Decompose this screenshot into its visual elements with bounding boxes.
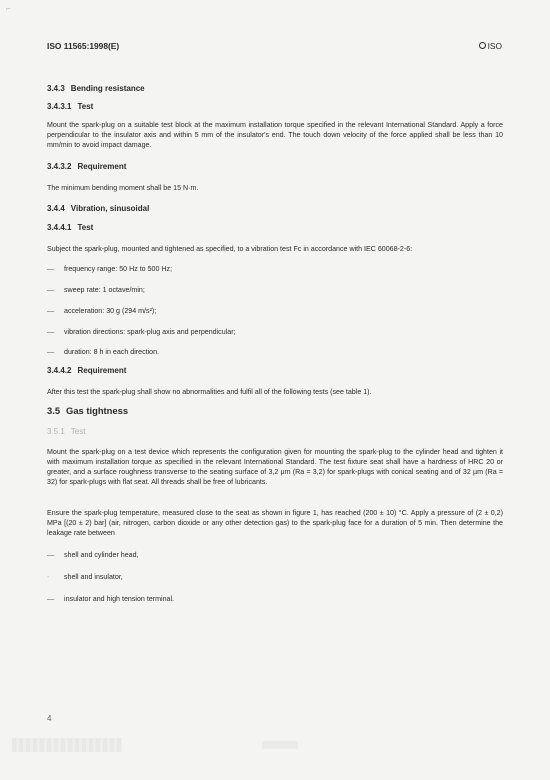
list-item-text: duration: 8 h in each direction. [64,348,160,356]
heading-3-4-3-2 [47,162,126,171]
list-item [47,286,145,294]
list-item-text: insulator and high tension terminal. [64,595,175,603]
heading-3-4-4 [47,204,149,213]
list-dash: — [47,265,55,273]
heading-number: 3.4.4.2 [47,366,72,375]
list-item-text: vibration directions: spark-plug axis and perpendicular; [64,328,236,336]
heading-3-4-3 [47,84,145,93]
list-item-text: sweep rate: 1 octave/min; [64,286,145,294]
heading-title: Requirement [77,162,127,171]
list-item [47,265,172,273]
footer-faint-mark [262,741,298,749]
list-dash: — [47,307,55,315]
page-number: 4 [47,714,52,723]
publisher-name: ISO [487,41,502,51]
list-dash: — [47,328,55,336]
list-item [47,551,139,559]
list-item [47,307,156,315]
heading-title: Test [70,427,86,436]
list-item [47,573,123,581]
paragraph-bending-requirement: The minimum bending moment shall be 15 N·m. [47,184,199,192]
heading-title: Bending resistance [70,84,145,93]
heading-title: Test [77,102,94,111]
paragraph-bending-test: Mount the spark-plug on a suitable test block at the maximum installation torque specified in the relevant International Standard. Apply a force perpendicular to the insulator axis and within 5 mm of the insulator's end. The touch down velocity of the force applied shall be less than 10 mm/min to avoid impact damage. [47,121,503,149]
list-dash: — [47,595,55,603]
page-header [47,41,502,53]
heading-3-4-4-1 [47,223,93,232]
copyright-circle-icon [479,42,486,49]
list-dash: — [47,551,55,559]
list-item [47,348,159,356]
list-item-text: shell and cylinder head, [64,551,139,559]
heading-3-4-3-1 [47,102,93,111]
heading-number: 3.4.3.1 [47,102,72,111]
heading-number: 3.4.3.2 [47,162,72,171]
paragraph-vibration-test: Subject the spark-plug, mounted and tightened as specified, to a vibration test Fc in accordance with IEC 60068-2-6: [47,245,413,253]
standard-id: ISO 11565:1998(E) [47,41,120,51]
heading-number: 3.4.4.1 [47,223,72,232]
heading-3-4-4-2 [47,366,126,375]
heading-title: Test [77,223,94,232]
heading-3-5-1 [47,427,85,436]
heading-number: 3.4.3 [47,84,65,93]
heading-3-5 [47,405,128,416]
heading-title: Vibration, sinusoidal [70,204,150,213]
list-item-text: acceleration: 30 g (294 m/s²); [64,307,157,315]
list-dash: - [47,573,50,581]
list-item [47,595,174,603]
paragraph-vibration-requirement: After this test the spark-plug shall show no abnormalities and fulfil all of the following tests (see table 1). [47,388,372,396]
heading-number: 3.4.4 [47,204,65,213]
heading-title: Gas tightness [66,405,129,416]
paragraph-gas-procedure: Ensure the spark-plug temperature, measured close to the seat as shown in figure 1, has reached (200 ± 10) °C. Apply a pressure of (2 ± 0,2) MPa [(20 ± 2) bar] (air, nitrogen, carbon dioxide or any other detection gas) to the spark-plug face for a duration of 5 min. Then determine the leakage rate between [47,509,503,537]
list-dash: — [47,286,55,294]
footer-faint-text [12,738,122,752]
heading-title: Requirement [77,366,127,375]
list-item [47,328,236,336]
list-item-text: frequency range: 50 Hz to 500 Hz; [64,265,173,273]
publisher-mark [479,41,502,51]
list-item-text: shell and insulator, [64,573,123,581]
list-dash: — [47,348,55,356]
heading-number: 3.5 [47,405,61,416]
paragraph-gas-test: Mount the spark-plug on a test device which represents the configuration given for mounting the spark-plug to the cylinder head and tighten it with maximum installation torque as specified in the relevant International Standard. The test fixture seat shall have a hardness of HRC 20 or greater, and a surface roughness transverse to the seating surface of 3,2 µm (Ra = 3,2) for spark-plugs with conical seating and of 32 µm (Ra = 32) for spark-plugs with flat seat. All threads shall be free of lubricants. [47,448,503,486]
heading-number: 3.5.1 [47,427,65,436]
scan-corner-mark: ⌐ [6,4,11,13]
